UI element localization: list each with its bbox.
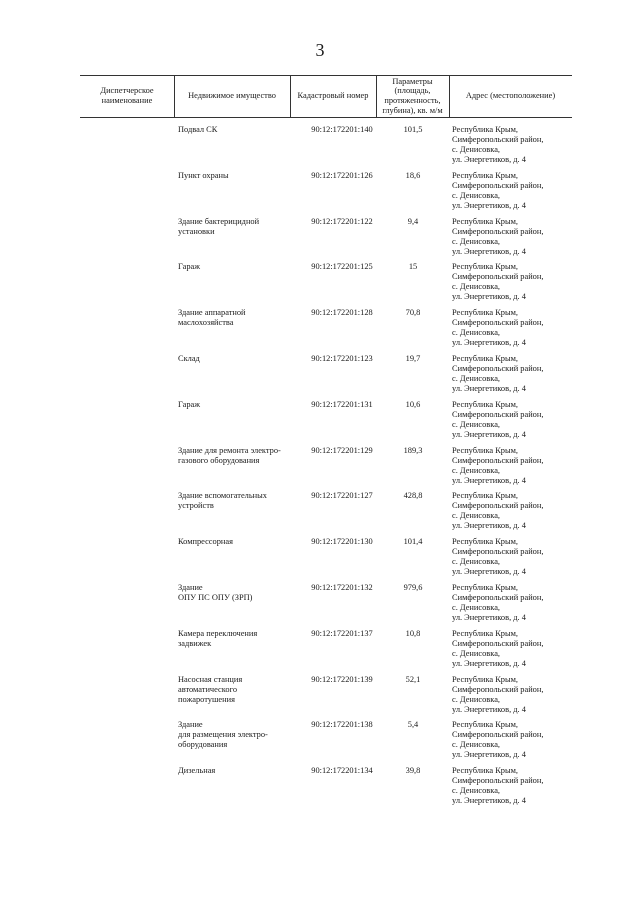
address-line: Республика Крым, [452, 445, 519, 455]
cadastral-number: 90:12:172201:131 [311, 399, 373, 409]
address-line: с. Денисовка, [452, 465, 501, 475]
address-line: Симферопольский район, [452, 180, 544, 190]
address-line: с. Денисовка, [452, 419, 501, 429]
address [452, 766, 570, 806]
table-row [0, 217, 640, 263]
cadastral-number: 90:12:172201:127 [311, 491, 373, 501]
address-line: с. Денисовка, [452, 603, 501, 612]
property-name-line: маслохозяйства [178, 318, 234, 328]
table-row [0, 675, 640, 721]
address-line: ул. Энергетиков, д. 4 [452, 567, 526, 577]
property-name-line: Здание для ремонта электро- [178, 445, 281, 455]
parameter-value: 189,3 [403, 445, 423, 455]
address [452, 217, 570, 257]
property-name-line: Компрессорная [178, 537, 233, 547]
property-name-line: оборудования [178, 740, 228, 750]
address-line: Симферопольский район, [452, 730, 544, 740]
property-name [178, 171, 290, 181]
address [452, 675, 570, 715]
table-row [0, 308, 640, 354]
property-name-line: установки [178, 226, 215, 236]
header-dispatch-name [80, 75, 174, 117]
header-address [449, 75, 572, 117]
address-line: Республика Крым, [452, 674, 519, 684]
header-text: (площадь, [394, 86, 431, 96]
address-line: с. Денисовка, [452, 786, 501, 796]
property-name [178, 217, 290, 237]
address-line: Республика Крым, [452, 262, 519, 272]
address [452, 491, 570, 531]
address-line: Республика Крым, [452, 583, 519, 592]
property-name-line: Гараж [178, 262, 201, 272]
cadastral-number: 90:12:172201:126 [311, 170, 373, 180]
address-line: с. Денисовка, [452, 694, 501, 704]
address-line: Республика Крым, [452, 308, 519, 318]
parameter-value: 10,6 [405, 399, 421, 409]
address-line: с. Денисовка, [452, 511, 501, 521]
property-name-line: Камера переключения [178, 628, 258, 638]
address-line: с. Денисовка, [452, 374, 501, 383]
property-name-line: Здание [178, 583, 203, 592]
address-line: Республика Крым, [452, 354, 519, 363]
address-line: Симферопольский район, [452, 455, 544, 465]
property-name [178, 308, 290, 328]
table-row [0, 125, 640, 171]
property-name [178, 766, 290, 776]
address-line: ул. Энергетиков, д. 4 [452, 521, 526, 531]
cadastral-number: 90:12:172201:123 [311, 354, 373, 363]
cadastral-number: 90:12:172201:130 [311, 537, 373, 547]
header-text: Кадастровый номер [297, 91, 369, 101]
address-line: Республика Крым, [452, 720, 519, 730]
address-line: с. Денисовка, [452, 328, 501, 338]
table-row [0, 354, 640, 400]
address-line: ул. Энергетиков, д. 4 [452, 246, 526, 256]
address [452, 400, 570, 440]
parameter-value: 101,4 [403, 537, 423, 547]
property-name [178, 354, 290, 364]
property-name [178, 446, 290, 466]
property-name [178, 400, 290, 410]
property-name-line: Склад [178, 354, 200, 363]
address-line: Республика Крым, [452, 399, 519, 409]
cadastral-number: 90:12:172201:140 [311, 125, 373, 134]
parameter-value: 979,6 [403, 583, 423, 592]
address-line: ул. Энергетиков, д. 4 [452, 384, 526, 393]
address [452, 720, 570, 760]
header-text: Параметры [392, 76, 433, 86]
address [452, 629, 570, 669]
table-header-bottom-border [80, 117, 572, 118]
header-text: Недвижимое имущество [188, 91, 276, 101]
address-line: с. Денисовка, [452, 648, 501, 658]
header-text: протяженность, [384, 96, 441, 105]
address-line: с. Денисовка, [452, 190, 501, 200]
cadastral-number: 90:12:172201:138 [311, 720, 373, 730]
parameter-value: 70,8 [405, 308, 421, 318]
property-name-line: пожаротушения [178, 694, 235, 704]
property-name-line: задвижек [178, 638, 212, 648]
property-name-line: Пункт охраны [178, 170, 229, 180]
address-line: Симферопольский район, [452, 135, 544, 144]
table-row [0, 171, 640, 217]
address [452, 125, 570, 165]
cadastral-number: 90:12:172201:122 [311, 216, 373, 226]
address [452, 446, 570, 486]
header-text: Адрес (местоположение) [465, 91, 556, 101]
address-line: с. Денисовка, [452, 557, 501, 567]
cadastral-number: 90:12:172201:134 [311, 766, 373, 776]
address-line: с. Денисовка, [452, 282, 501, 292]
table-row [0, 766, 640, 812]
address-line: Республика Крым, [452, 491, 519, 501]
parameter-value: 428,8 [403, 491, 423, 501]
header-cadastral [290, 75, 376, 117]
address-line: Симферопольский район, [452, 272, 544, 282]
property-name-line: Здание бактерицидной [178, 216, 260, 226]
header-parameters [376, 75, 449, 117]
address-line: ул. Энергетиков, д. 4 [452, 658, 526, 668]
address-line: ул. Энергетиков, д. 4 [452, 750, 526, 760]
address-line: Симферопольский район, [452, 364, 544, 373]
address-line: с. Денисовка, [452, 145, 501, 154]
property-name [178, 720, 290, 750]
address-line: ул. Энергетиков, д. 4 [452, 613, 526, 622]
property-name-line: Гараж [178, 399, 201, 409]
parameter-value: 19,7 [405, 354, 421, 363]
parameter-value: 52,1 [405, 674, 421, 684]
address-line: Симферопольский район, [452, 226, 544, 236]
address-line: Республика Крым, [452, 170, 519, 180]
address-line: Симферопольский район, [452, 318, 544, 328]
address-line: ул. Энергетиков, д. 4 [452, 704, 526, 714]
address-line: с. Денисовка, [452, 740, 501, 750]
address-line: ул. Энергетиков, д. 4 [452, 475, 526, 485]
parameter-value: 9,4 [407, 216, 419, 226]
property-name-line: автоматического [178, 684, 238, 694]
property-name [178, 125, 290, 135]
address-line: Республика Крым, [452, 628, 519, 638]
address-line: с. Денисовка, [452, 236, 501, 246]
property-name [178, 583, 290, 603]
property-name [178, 675, 290, 705]
address-line: Симферопольский район, [452, 776, 544, 786]
property-name [178, 491, 290, 511]
address-line: Симферопольский район, [452, 684, 544, 694]
parameter-value: 18,6 [405, 170, 421, 180]
address-line: Республика Крым, [452, 216, 519, 226]
property-name-line: устройств [178, 501, 214, 511]
header-property [174, 75, 290, 117]
table-row [0, 720, 640, 766]
table-row [0, 446, 640, 492]
property-name [178, 537, 290, 547]
cadastral-number: 90:12:172201:125 [311, 262, 373, 272]
parameter-value: 15 [408, 262, 418, 272]
parameter-value: 5,4 [407, 720, 419, 730]
property-name-line: Подвал СК [178, 125, 218, 134]
property-name-line: Дизельная [178, 766, 216, 776]
address-line: ул. Энергетиков, д. 4 [452, 796, 526, 806]
page-number: 3 [315, 40, 325, 60]
parameter-value: 101,5 [403, 125, 423, 134]
property-name-line: Насосная станция [178, 674, 243, 684]
cadastral-number: 90:12:172201:132 [311, 583, 373, 592]
address-line: ул. Энергетиков, д. 4 [452, 292, 526, 302]
header-text: наименование [101, 96, 153, 105]
cadastral-number: 90:12:172201:137 [311, 628, 373, 638]
table-row [0, 400, 640, 446]
cadastral-number: 90:12:172201:139 [311, 674, 373, 684]
address-line: Республика Крым, [452, 766, 519, 776]
address [452, 537, 570, 577]
address-line: ул. Энергетиков, д. 4 [452, 429, 526, 439]
cadastral-number: 90:12:172201:129 [311, 445, 373, 455]
parameter-value: 10,8 [405, 628, 421, 638]
header-text: Диспетчерское [100, 86, 154, 96]
address-line: Симферопольский район, [452, 547, 544, 557]
address-line: ул. Энергетиков, д. 4 [452, 338, 526, 348]
address [452, 354, 570, 394]
header-text: глубина), кв. м/м [382, 105, 443, 115]
table-row [0, 537, 640, 583]
cadastral-number: 90:12:172201:128 [311, 308, 373, 318]
table-row [0, 583, 640, 629]
property-name-line: Здание [178, 720, 203, 730]
address-line: ул. Энергетиков, д. 4 [452, 200, 526, 210]
property-name-line: Здание аппаратной [178, 308, 246, 318]
property-name-line: ОПУ ПС ОПУ (ЗРП) [178, 593, 253, 602]
address-line: ул. Энергетиков, д. 4 [452, 155, 526, 164]
table-row [0, 262, 640, 308]
address-line: Симферопольский район, [452, 501, 544, 511]
address-line: Республика Крым, [452, 537, 519, 547]
table-row [0, 491, 640, 537]
parameter-value: 39,8 [405, 766, 421, 776]
address-line: Симферопольский район, [452, 638, 544, 648]
address [452, 308, 570, 348]
address-line: Симферопольский район, [452, 409, 544, 419]
address-line: Республика Крым, [452, 125, 519, 134]
address [452, 583, 570, 623]
address-line: Симферопольский район, [452, 593, 544, 602]
address [452, 171, 570, 211]
property-name-line: для размещения электро- [178, 730, 268, 740]
property-name-line: газового оборудования [178, 455, 260, 465]
table-row [0, 629, 640, 675]
address [452, 262, 570, 302]
property-name [178, 262, 290, 272]
property-name [178, 629, 290, 649]
property-name-line: Здание вспомогательных [178, 491, 267, 501]
